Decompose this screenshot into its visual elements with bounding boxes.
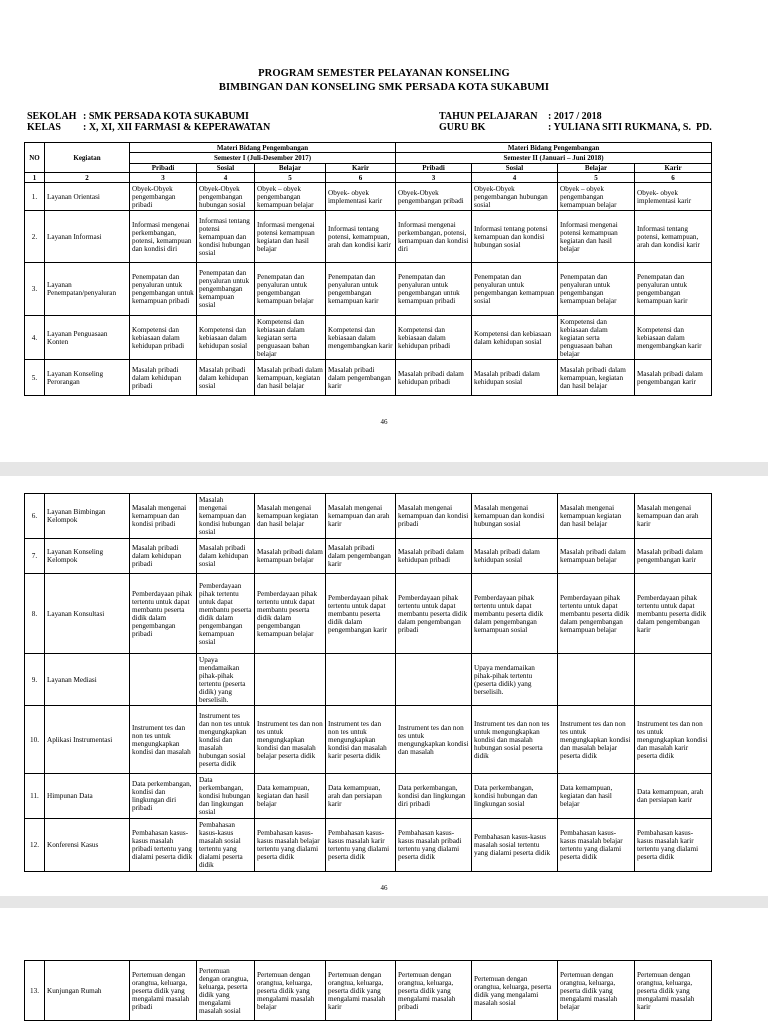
cell: Pertemuan dengan orangtua, keluarga, peserta didik yang mengalami masalah sosial bbox=[197, 961, 255, 1021]
column-number: 5 bbox=[558, 173, 635, 183]
cell: Masalah pribadi dalam kehidupan sosial bbox=[197, 539, 255, 574]
cell: Masalah mengenai kemampuan kegiatan dan hasil belajar bbox=[255, 494, 326, 539]
program-table-page-3 bbox=[24, 960, 712, 1021]
cell: Masalah pribadi dalam kehidupan pribadi bbox=[396, 539, 472, 574]
cell: Pembahasan kasus-kasus masalah belajar tertentu yang dialami peserta didik bbox=[558, 819, 635, 872]
cell: Kompetensi dan kebiasaan dalam kegiatan serta penguasaan bahan belajar bbox=[255, 316, 326, 360]
table-row bbox=[25, 316, 712, 360]
cell: Instrument tes dan non tes untuk mengungkapkan kondisi dan masalah karir peserta didik bbox=[635, 706, 712, 774]
row-number: 10. bbox=[25, 706, 45, 774]
document-page-2 bbox=[0, 476, 768, 896]
cell: Penempatan dan penyaluran untuk pengembangan kemampuan belajar bbox=[255, 263, 326, 316]
cell: Pertemuan dengan orangtua, keluarga, peserta didik yang mengalami masalah karir bbox=[326, 961, 396, 1021]
cell: Masalah pribadi dalam kehidupan pribadi bbox=[130, 360, 197, 396]
cell: Obyek – obyek pengembangan kemampuan belajar bbox=[255, 183, 326, 211]
cell: Masalah mengenai kemampuan dan kondisi pribadi bbox=[396, 494, 472, 539]
document-title: PROGRAM SEMESTER PELAYANAN KONSELING bbox=[258, 68, 510, 79]
cell: Masalah pribadi dalam kehidupan sosial bbox=[472, 360, 558, 396]
cell: Masalah pribadi dalam kemampuan belajar bbox=[255, 539, 326, 574]
cell: Penempatan dan penyaluran untuk pengembangan kemampuan belajar bbox=[558, 263, 635, 316]
cell: Data perkembangan, kondisi dan lingkungan diri pribadi bbox=[396, 774, 472, 819]
cell: Data kemampuan, arah dan persiapan karir bbox=[326, 774, 396, 819]
row-number: 13. bbox=[25, 961, 45, 1021]
cell: Instrument tes dan non tes untuk mengungkapkan kondisi dan masalah belajar peserta didik bbox=[255, 706, 326, 774]
cell: Data perkembangan, kondisi hubungan dan lingkungan sosial bbox=[197, 774, 255, 819]
cell: Kompetensi dan kebiasaan dalam mengembangkan karir bbox=[635, 316, 712, 360]
table-row bbox=[25, 263, 712, 316]
cell: Informasi tentang potensi, kemampuan, arah dan kondisi karir bbox=[635, 211, 712, 263]
cell: Penempatan dan penyaluran untuk pengembangan untuk kemampuan pribadi bbox=[396, 263, 472, 316]
row-kegiatan: Layanan Informasi bbox=[45, 211, 130, 263]
column-number: 4 bbox=[472, 173, 558, 183]
cell: Pembahasan kasus-kasus masalah pribadi tertentu yang dialami peserta didik bbox=[396, 819, 472, 872]
cell: Pemberdayaan pihak tertentu untuk dapat membantu peserta didik dalam pengembangan pribadi bbox=[130, 574, 197, 654]
cell: Informasi mengenai perkembangan, potensi, kemampuan dan kondisi diri bbox=[396, 211, 472, 263]
cell: Pembahasan kasus-kasus masalah karir tertentu yang dialami peserta didik bbox=[326, 819, 396, 872]
header-semester-2: Semester II (Januari – Juni 2018) bbox=[396, 153, 712, 164]
cell: Masalah mengenai kemampuan dan kondisi hubungan sosial bbox=[472, 494, 558, 539]
header-karir: Karir bbox=[326, 164, 396, 173]
cell: Pertemuan dengan orangtua, keluarga, peserta didik yang mengalami masalah sosial bbox=[472, 961, 558, 1021]
page-number: 46 bbox=[380, 418, 388, 426]
cell: Instrument tes dan non tes untuk mengungkapkan kondisi dan masalah hubungan sosial peserta didik bbox=[197, 706, 255, 774]
row-number: 2. bbox=[25, 211, 45, 263]
cell: Masalah mengenai kemampuan dan kondisi hubungan sosial bbox=[197, 494, 255, 539]
cell: Informasi tentang potensi kemampuan dan kondisi hubungan sosial bbox=[197, 211, 255, 263]
row-kegiatan: Layanan Orientasi bbox=[45, 183, 130, 211]
header-belajar: Belajar bbox=[255, 164, 326, 173]
table-row bbox=[25, 211, 712, 263]
cell: Obyek-Obyek pengembangan pribadi bbox=[130, 183, 197, 211]
program-table-page-2 bbox=[24, 493, 712, 872]
row-kegiatan: Layanan Konseling Perorangan bbox=[45, 360, 130, 396]
column-number: 6 bbox=[326, 173, 396, 183]
table-row bbox=[25, 961, 712, 1021]
guru-label: GURU BK bbox=[439, 122, 486, 133]
cell bbox=[635, 654, 712, 706]
cell bbox=[255, 654, 326, 706]
row-kegiatan: Himpunan Data bbox=[45, 774, 130, 819]
cell: Instrument tes dan non tes untuk mengungkapkan kondisi dan masalah bbox=[396, 706, 472, 774]
cell bbox=[558, 654, 635, 706]
cell: Pertemuan dengan orangtua, keluarga, peserta didik yang mengalami masalah belajar bbox=[558, 961, 635, 1021]
cell: Instrument tes dan non tes untuk mengungkapkan kondisi dan masalah hubungan sosial peserta didik bbox=[472, 706, 558, 774]
table-row bbox=[25, 539, 712, 574]
cell: Data kemampuan, kegiatan dan hasil belajar bbox=[255, 774, 326, 819]
row-number: 1. bbox=[25, 183, 45, 211]
table-row bbox=[25, 654, 712, 706]
cell: Obyek-Obyek pengembangan hubungan sosial bbox=[472, 183, 558, 211]
cell: Informasi tentang potensi kemampuan dan kondisi hubungan sosial bbox=[472, 211, 558, 263]
cell bbox=[326, 654, 396, 706]
cell: Instrument tes dan non tes untuk mengungkapkan kondisi dan masalah belajar peserta didik bbox=[558, 706, 635, 774]
cell: Masalah pribadi dalam kehidupan sosial bbox=[472, 539, 558, 574]
cell: Pemberdayaan pihak tertentu untuk dapat membantu peserta didik dalam pengembangan kemampuan sosial bbox=[472, 574, 558, 654]
header-kegiatan: Kegiatan bbox=[45, 143, 130, 173]
guru-value: : YULIANA SITI RUKMANA, S. PD. bbox=[548, 122, 712, 133]
program-table-page-1 bbox=[24, 142, 712, 396]
page-number: 46 bbox=[380, 884, 388, 892]
header-semester-1: Semester I (Juli-Desember 2017) bbox=[130, 153, 396, 164]
row-number: 6. bbox=[25, 494, 45, 539]
column-number: 2 bbox=[45, 173, 130, 183]
row-kegiatan: Konferensi Kasus bbox=[45, 819, 130, 872]
cell: Masalah pribadi dalam pengembangan karir bbox=[326, 539, 396, 574]
cell: Masalah pribadi dalam kehidupan pribadi bbox=[396, 360, 472, 396]
cell: Masalah pribadi dalam pengembangan karir bbox=[635, 539, 712, 574]
cell: Pembahasan kasus-kasus masalah belajar tertentu yang dialami peserta didik bbox=[255, 819, 326, 872]
table-row bbox=[25, 494, 712, 539]
row-number: 4. bbox=[25, 316, 45, 360]
cell bbox=[396, 654, 472, 706]
cell: Penempatan dan penyaluran untuk pengembangan kemampuan karir bbox=[635, 263, 712, 316]
cell: Data kemampuan, kegiatan dan hasil belajar bbox=[558, 774, 635, 819]
cell: Upaya mendamaikan pihak-pihak tertentu (peserta didik) yang berselisih. bbox=[197, 654, 255, 706]
row-number: 3. bbox=[25, 263, 45, 316]
document-page-3 bbox=[0, 908, 768, 1024]
row-number: 12. bbox=[25, 819, 45, 872]
cell: Data perkembangan, kondisi hubungan dan lingkungan sosial bbox=[472, 774, 558, 819]
row-number: 7. bbox=[25, 539, 45, 574]
cell: Kompetensi dan kebiasaan dalam mengembangkan karir bbox=[326, 316, 396, 360]
cell: Informasi tentang potensi, kemampuan, arah dan kondisi karir bbox=[326, 211, 396, 263]
row-number: 8. bbox=[25, 574, 45, 654]
cell: Pemberdayaan pihak tertentu untuk dapat membantu peserta didik dalam pengembangan pribadi bbox=[396, 574, 472, 654]
cell: Masalah pribadi dalam kehidupan sosial bbox=[197, 360, 255, 396]
cell: Masalah pribadi dalam kemampuan, kegiatan dan hasil belajar bbox=[255, 360, 326, 396]
row-kegiatan: Layanan Penguasaan Konten bbox=[45, 316, 130, 360]
cell: Masalah pribadi dalam pengembangan karir bbox=[635, 360, 712, 396]
cell: Penempatan dan penyaluran untuk pengembangan kemampuan karir bbox=[326, 263, 396, 316]
cell: Obyek-Obyek pengembangan hubungan sosial bbox=[197, 183, 255, 211]
cell: Penempatan dan penyaluran untuk pengembangan untuk kemampuan pribadi bbox=[130, 263, 197, 316]
cell: Informasi mengenai potensi kemampuan kegiatan dan hasil belajar bbox=[255, 211, 326, 263]
cell: Pemberdayaan pihak tertentu untuk dapat membantu peserta didik dalam pengembangan karir bbox=[326, 574, 396, 654]
cell: Data kemampuan, arah dan persiapan karir bbox=[635, 774, 712, 819]
cell: Pembahasan kasus-kasus masalah sosial tertentu yang dialami peserta didik bbox=[472, 819, 558, 872]
cell: Obyek – obyek pengembangan kemampuan belajar bbox=[558, 183, 635, 211]
cell: Masalah mengenai kemampuan kegiatan dan hasil belajar bbox=[558, 494, 635, 539]
column-number: 6 bbox=[635, 173, 712, 183]
cell: Kompetensi dan kebiasaan dalam kehidupan pribadi bbox=[130, 316, 197, 360]
table-row bbox=[25, 183, 712, 211]
document-page-1 bbox=[0, 0, 768, 462]
cell: Data perkembangan, kondisi dan lingkungan diri pribadi bbox=[130, 774, 197, 819]
cell: Upaya mendamaikan pihak-pihak tertentu (peserta didik) yang berselisih. bbox=[472, 654, 558, 706]
cell: Pertemuan dengan orangtua, keluarga, peserta didik yang mengalami masalah karir bbox=[635, 961, 712, 1021]
tahun-label: TAHUN PELAJARAN bbox=[439, 111, 538, 122]
cell: Masalah pribadi dalam pengembangan karir bbox=[326, 360, 396, 396]
cell: Informasi mengenai potensi kemampuan kegiatan dan hasil belajar bbox=[558, 211, 635, 263]
row-kegiatan: Layanan Penempatan/penyaluran bbox=[45, 263, 130, 316]
table-row bbox=[25, 819, 712, 872]
cell: Instrument tes dan non tes untuk mengungkapkan kondisi dan masalah bbox=[130, 706, 197, 774]
header-sosial: Sosial bbox=[197, 164, 255, 173]
cell: Masalah mengenai kemampuan dan arah karir bbox=[326, 494, 396, 539]
row-kegiatan: Layanan Konsultasi bbox=[45, 574, 130, 654]
column-number: 1 bbox=[25, 173, 45, 183]
header-no: NO bbox=[25, 143, 45, 173]
row-kegiatan: Kunjungan Rumah bbox=[45, 961, 130, 1021]
cell: Masalah pribadi dalam kehidupan pribadi bbox=[130, 539, 197, 574]
cell: Pemberdayaan pihak tertentu untuk dapat membantu peserta didik dalam pengembangan kemampuan sosial bbox=[197, 574, 255, 654]
cell: Pemberdayaan pihak tertentu untuk dapat membantu peserta didik dalam pengembangan karir bbox=[635, 574, 712, 654]
row-kegiatan: Layanan Mediasi bbox=[45, 654, 130, 706]
row-number: 11. bbox=[25, 774, 45, 819]
kelas-label: KELAS bbox=[27, 122, 61, 133]
cell: Obyek-Obyek pengembangan pribadi bbox=[396, 183, 472, 211]
header-materi-2: Materi Bidang Pengembangan bbox=[396, 143, 712, 153]
cell: Masalah pribadi dalam kemampuan belajar bbox=[558, 539, 635, 574]
row-number: 5. bbox=[25, 360, 45, 396]
cell: Obyek- obyek implementasi karir bbox=[635, 183, 712, 211]
document-subtitle: BIMBINGAN DAN KONSELING SMK PERSADA KOTA SUKABUMI bbox=[218, 82, 550, 93]
header-karir: Karir bbox=[635, 164, 712, 173]
kelas-value: : X, XI, XII FARMASI & KEPERAWATAN bbox=[83, 122, 271, 133]
cell: Pemberdayaan pihak tertentu untuk dapat membantu peserta didik dalam pengembangan kemampuan belajar bbox=[255, 574, 326, 654]
cell: Kompetensi dan kebiasaan dalam kehidupan pribadi bbox=[396, 316, 472, 360]
cell: Masalah mengenai kemampuan dan kondisi pribadi bbox=[130, 494, 197, 539]
cell: Pembahasan kasus-kasus masalah pribadi tertentu yang dialami peserta didik bbox=[130, 819, 197, 872]
cell: Kompetensi dan kebiasaan dalam kehidupan sosial bbox=[472, 316, 558, 360]
cell: Kompetensi dan kebiasaan dalam kehidupan sosial bbox=[197, 316, 255, 360]
header-sosial: Sosial bbox=[472, 164, 558, 173]
cell: Informasi mengenai perkembangan, potensi, kemampuan dan kondisi diri bbox=[130, 211, 197, 263]
row-number: 9. bbox=[25, 654, 45, 706]
sekolah-label: SEKOLAH bbox=[27, 111, 77, 122]
cell: Pertemuan dengan orangtua, keluarga, peserta didik yang mengalami masalah pribadi bbox=[130, 961, 197, 1021]
row-kegiatan: Layanan Konseling Kelompok bbox=[45, 539, 130, 574]
cell bbox=[130, 654, 197, 706]
tahun-value: : 2017 / 2018 bbox=[548, 111, 602, 122]
column-number: 5 bbox=[255, 173, 326, 183]
header-pribadi: Pribadi bbox=[396, 164, 472, 173]
column-number: 3 bbox=[396, 173, 472, 183]
column-number: 4 bbox=[197, 173, 255, 183]
cell: Pembahasan kasus-kasus masalah sosial tertentu yang dialami peserta didik bbox=[197, 819, 255, 872]
row-kegiatan: Layanan Bimbingan Kelompok bbox=[45, 494, 130, 539]
cell: Pemberdayaan pihak tertentu untuk dapat membantu peserta didik dalam pengembangan kemampuan belajar bbox=[558, 574, 635, 654]
cell: Instrument tes dan non tes untuk mengungkapkan kondisi dan masalah karir peserta didik bbox=[326, 706, 396, 774]
header-materi-1: Materi Bidang Pengembangan bbox=[130, 143, 396, 153]
cell: Pertemuan dengan orangtua, keluarga, peserta didik yang mengalami masalah pribadi bbox=[396, 961, 472, 1021]
table-row bbox=[25, 360, 712, 396]
cell: Penempatan dan penyaluran untuk pengembangan kemampuan sosial bbox=[197, 263, 255, 316]
table-row bbox=[25, 774, 712, 819]
table-row bbox=[25, 574, 712, 654]
sekolah-value: : SMK PERSADA KOTA SUKABUMI bbox=[83, 111, 249, 122]
cell: Obyek- obyek implementasi karir bbox=[326, 183, 396, 211]
header-pribadi: Pribadi bbox=[130, 164, 197, 173]
cell: Pembahasan kasus-kasus masalah karir tertentu yang dialami peserta didik bbox=[635, 819, 712, 872]
table-row bbox=[25, 706, 712, 774]
cell: Masalah pribadi dalam kemampuan, kegiatan dan hasil belajar bbox=[558, 360, 635, 396]
header-belajar: Belajar bbox=[558, 164, 635, 173]
row-kegiatan: Aplikasi Instrumentasi bbox=[45, 706, 130, 774]
cell: Masalah mengenai kemampuan dan arah karir bbox=[635, 494, 712, 539]
cell: Penempatan dan penyaluran untuk pengembangan kemampuan sosial bbox=[472, 263, 558, 316]
cell: Pertemuan dengan orangtua, keluarga, peserta didik yang mengalami masalah belajar bbox=[255, 961, 326, 1021]
cell: Kompetensi dan kebiasaan dalam kegiatan serta penguasaan bahan belajar bbox=[558, 316, 635, 360]
column-number: 3 bbox=[130, 173, 197, 183]
